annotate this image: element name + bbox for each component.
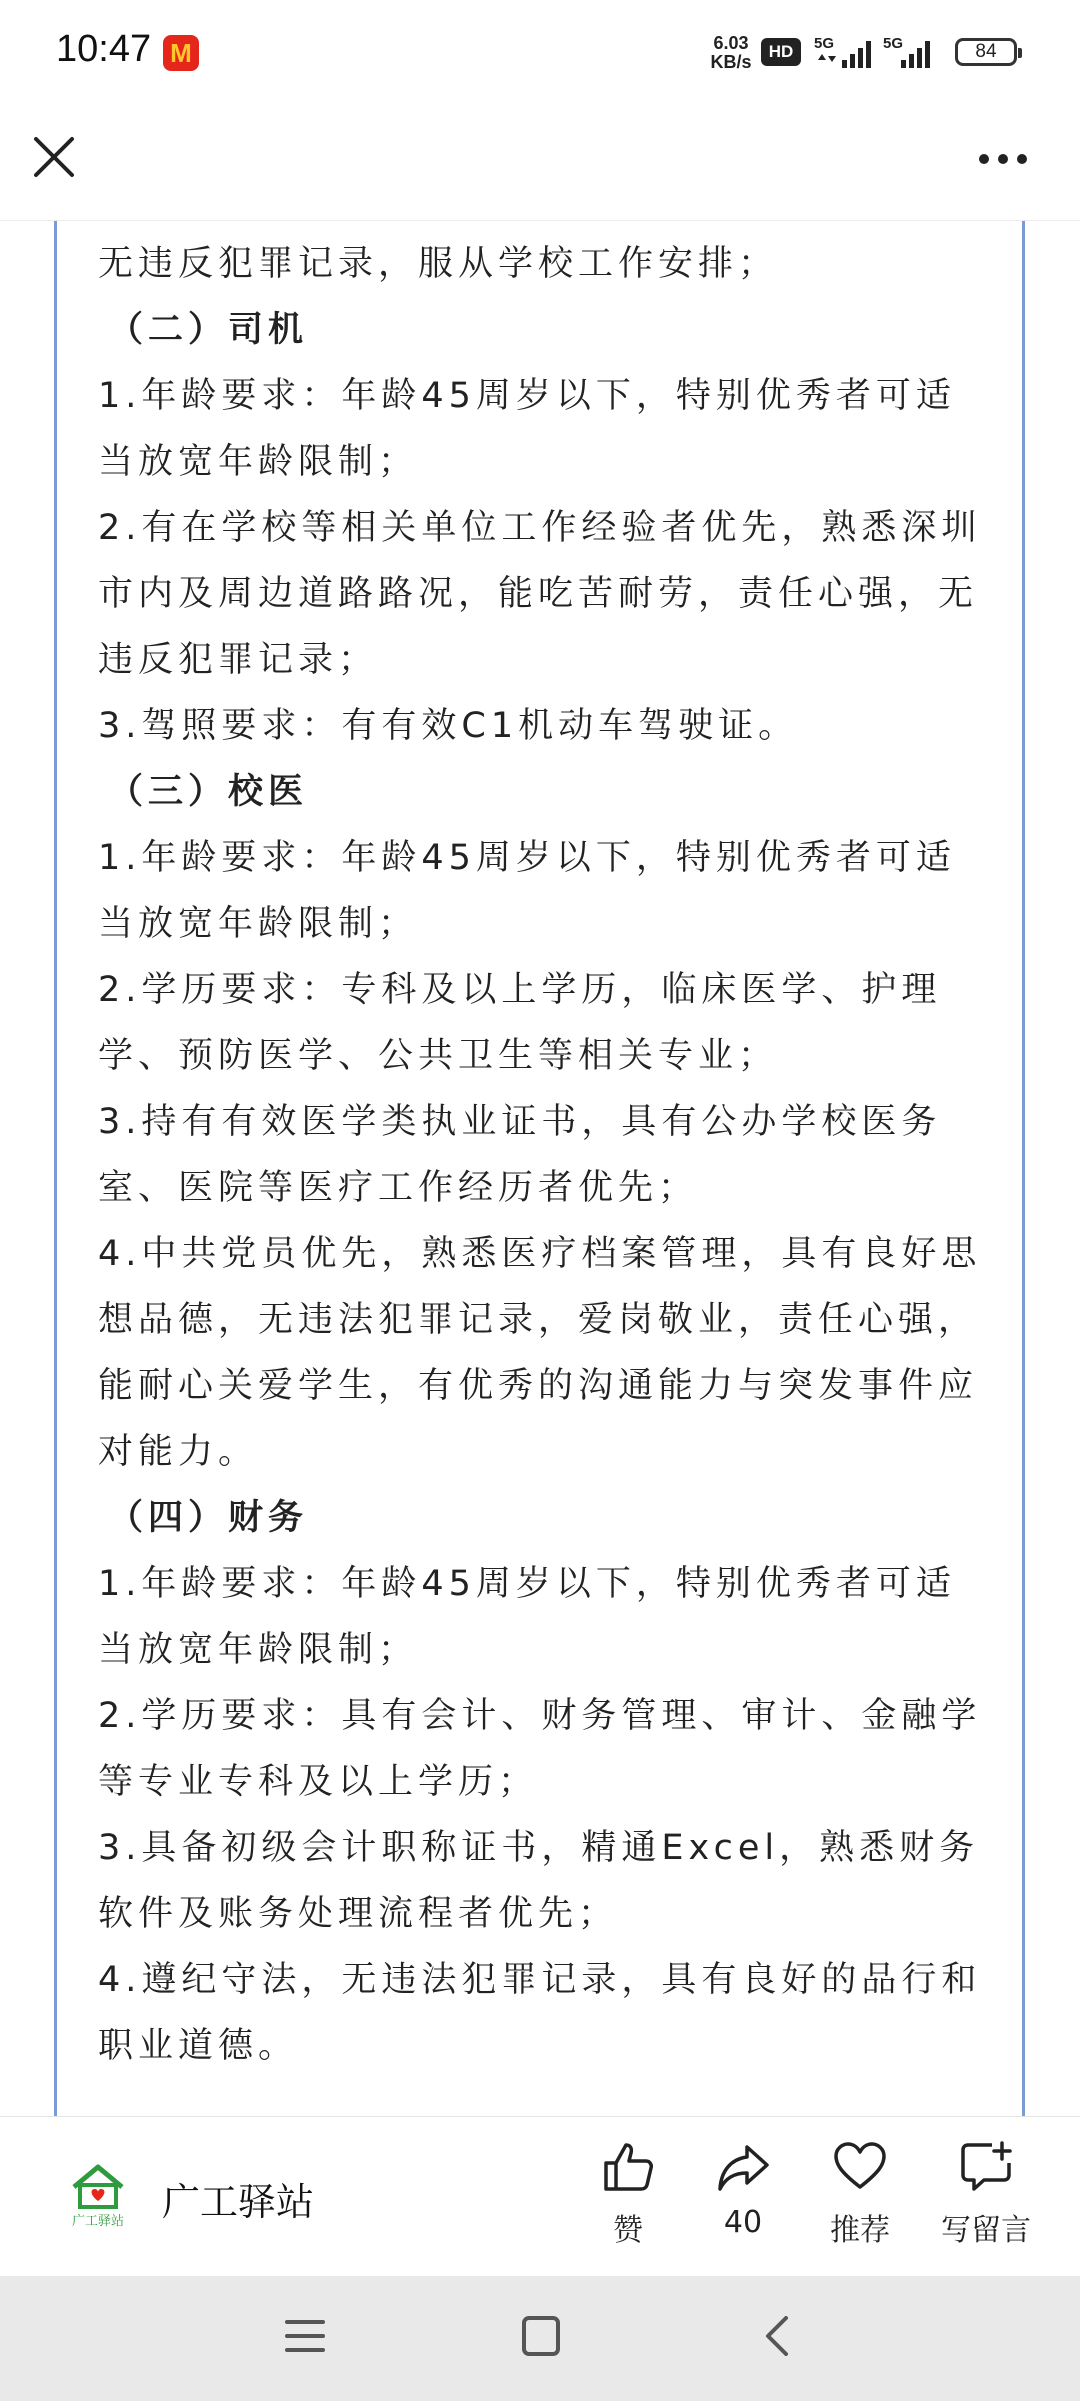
recommend-label: 推荐 — [830, 2213, 890, 2248]
article-content — [98, 231, 988, 2079]
article-line: 3.持有有效医学类执业证书，具有公办学校医务室、医院等医疗工作经历者优先； — [98, 1102, 942, 1208]
article-line: 1.年龄要求：年龄45周岁以下，特别优秀者可适当放宽年龄限制； — [98, 838, 956, 944]
page-header — [0, 105, 1080, 221]
share-button[interactable] — [683, 2139, 803, 2240]
brand-logo-text: 广工驿站 — [71, 2214, 125, 2229]
article-line: 无违反犯罪记录，服从学校工作安排； — [98, 244, 779, 284]
thumbs-up-icon — [600, 2139, 656, 2195]
article-line: 2.有在学校等相关单位工作经验者优先，熟悉深圳市内及周边道路路况，能吃苦耐劳，责任心强，无违反犯罪记录； — [98, 508, 982, 680]
brand-logo-icon[interactable] — [66, 2161, 130, 2229]
recommend-button[interactable] — [800, 2139, 920, 2249]
hd-badge: HD — [761, 38, 801, 66]
share-count: 40 — [723, 2205, 763, 2240]
like-label: 赞 — [613, 2213, 643, 2248]
menu-icon[interactable] — [284, 2316, 326, 2360]
network-speed — [707, 34, 755, 72]
comment-label: 写留言 — [941, 2213, 1031, 2248]
heart-icon — [832, 2139, 888, 2195]
like-button[interactable] — [568, 2139, 688, 2249]
signal-1-label: 5G — [814, 35, 835, 52]
section-heading: （四）财务 — [108, 1498, 309, 1538]
battery-indicator: 84 — [955, 38, 1017, 66]
article-line: 2.学历要求：具有会计、财务管理、审计、金融学等专业专科及以上学历； — [98, 1696, 982, 1802]
comment-button[interactable] — [916, 2139, 1056, 2249]
status-bar — [0, 0, 1080, 105]
share-icon — [715, 2139, 771, 2195]
article-line: 3.具备初级会计职称证书，精通Excel，熟悉财务软件及账务处理流程者优先； — [98, 1828, 980, 1934]
status-time: 10:47 — [56, 28, 152, 70]
signal-2-label: 5G — [883, 35, 904, 52]
home-icon[interactable] — [520, 2316, 562, 2360]
brand-name[interactable]: 广工驿站 — [162, 2180, 315, 2224]
article-line: 4.中共党员优先，熟悉医疗档案管理，具有良好思想品德，无违法犯罪记录，爱岗敬业，责任心强，能耐心关爱学生，有优秀的沟通能力与突发事件应对能力。 — [98, 1234, 982, 1472]
article-line: 3.驾照要求：有有效C1机动车驾驶证。 — [98, 706, 799, 746]
comment-add-icon — [958, 2139, 1014, 2195]
article-line: 1.年龄要求：年龄45周岁以下，特别优秀者可适当放宽年龄限制； — [98, 1564, 956, 1670]
article-line: 1.年龄要求：年龄45周岁以下，特别优秀者可适当放宽年龄限制； — [98, 376, 956, 482]
section-heading: （三）校医 — [108, 772, 309, 812]
signal-2-icon — [881, 34, 951, 70]
frame-border-left — [54, 221, 57, 2116]
frame-border-right — [1022, 221, 1025, 2116]
network-speed-unit: KB/s — [710, 52, 752, 72]
article-line: 4.遵纪守法，无违法犯罪记录，具有良好的品行和职业道德。 — [98, 1960, 982, 2066]
mcdonalds-icon: M — [163, 35, 199, 71]
close-icon[interactable] — [30, 133, 78, 181]
system-nav-bar — [0, 2276, 1080, 2401]
signal-1-icon — [812, 34, 882, 70]
article-line: 2.学历要求：专科及以上学历，临床医学、护理学、预防医学、公共卫生等相关专业； — [98, 970, 942, 1076]
back-icon[interactable] — [758, 2316, 800, 2360]
section-heading: （二）司机 — [108, 310, 309, 350]
article-action-bar — [0, 2116, 1080, 2277]
network-speed-value: 6.03 — [713, 33, 749, 53]
more-icon[interactable] — [978, 151, 1028, 165]
article-body — [0, 221, 1080, 2116]
